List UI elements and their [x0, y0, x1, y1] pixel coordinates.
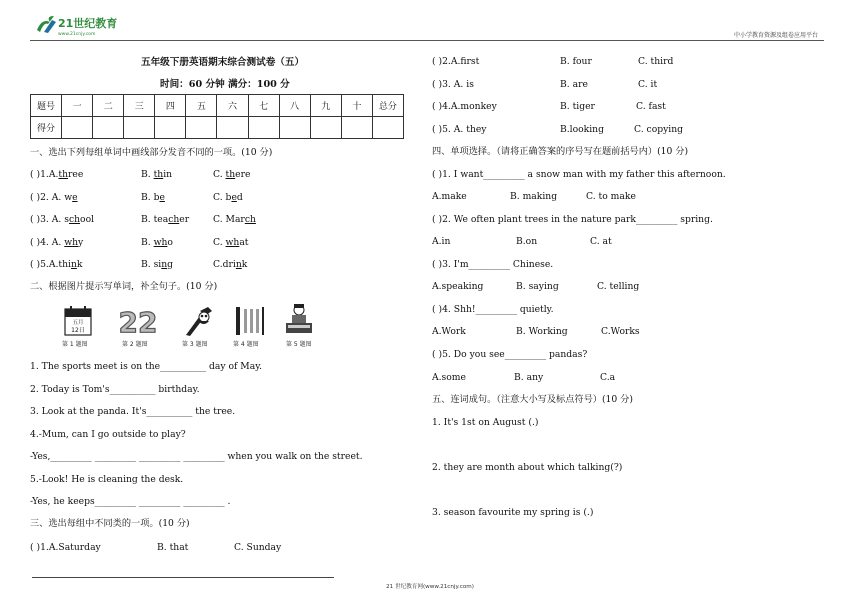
logo-url: www.21cnjy.com [58, 32, 96, 37]
section2-line: 2. Today is Tom's__________ birthday. [30, 384, 200, 395]
section3-item-b: B. are [560, 79, 588, 90]
score-table-cell: 七 [248, 95, 279, 117]
section1-option-a: ( )3. A. school [30, 214, 95, 225]
score-table-cell: 二 [93, 95, 124, 117]
score-input-cell[interactable] [372, 117, 403, 139]
panda-tree-picture [182, 305, 216, 337]
section3-item-c: C. third [638, 56, 674, 67]
section3-item-b: B. that [157, 542, 189, 553]
section3-item-c: C. Sunday [234, 542, 282, 553]
section5-item: 2. they are month about which talking(?) [432, 462, 623, 473]
section2-line: -Yes, he keeps_________ _________ _________ . [30, 496, 231, 507]
section3-heading: 三、选出每组中不同类的一项。(10 分) [30, 518, 190, 529]
bottom-divider [32, 577, 334, 578]
section1-option-a: ( )1.A.three [30, 169, 84, 180]
score-table-cell: 题号 [31, 95, 62, 117]
section1-option-b: B. sing [141, 259, 174, 270]
section1-option-c: C. there [213, 169, 251, 180]
calendar-day: 12日 [71, 327, 85, 334]
section4-option-b: B. saying [516, 281, 559, 292]
section1-option-c: C. bed [213, 192, 243, 203]
score-table-cell: 十 [341, 95, 372, 117]
section5-heading: 五、连词成句。（注意大小写及标点符号）(10 分) [432, 394, 633, 405]
score-input-cell[interactable] [93, 117, 124, 139]
score-table-cell: 一 [62, 95, 93, 117]
section3-item-c: C. copying [634, 124, 684, 135]
section4-question: ( )2. We often plant trees in the nature park_________ spring. [432, 214, 713, 225]
score-row-label: 得分 [31, 117, 62, 139]
section3-item-b: B. tiger [560, 101, 595, 112]
section1-option-a: ( )5.A.think [30, 259, 83, 270]
score-table-cell: 八 [279, 95, 310, 117]
score-input-cell[interactable] [279, 117, 310, 139]
section1-option-b: B. teacher [141, 214, 190, 225]
section4-option-b: B. any [514, 372, 544, 383]
section1-option-c: C. what [213, 237, 249, 248]
score-table-cell: 三 [124, 95, 155, 117]
score-table-score-row [31, 117, 404, 139]
section4-option-a: A.speaking [432, 281, 484, 292]
exam-time-info: 时间：60 分钟 满分：100 分 [160, 79, 290, 90]
score-input-cell[interactable] [186, 117, 217, 139]
section3-item-c: C. it [638, 79, 658, 90]
section3-item-c: C. fast [636, 101, 666, 112]
section3-item-b: B.looking [560, 124, 604, 135]
picture-caption: 第 1 题图 [62, 341, 88, 348]
score-table-header-row [31, 95, 404, 117]
big-number: 22 [118, 306, 158, 337]
calendar-month: 五月 [72, 320, 84, 326]
exam-title: 五年级下册英语期末综合测试卷（五） [141, 57, 305, 68]
section4-option-a: A.make [432, 191, 467, 202]
section2-line: 3. Look at the panda. It's__________ the tree. [30, 406, 236, 417]
score-input-cell[interactable] [124, 117, 155, 139]
section4-option-c: C. to make [586, 191, 636, 202]
score-table-cell: 九 [310, 95, 341, 117]
section4-option-b: B. making [510, 191, 558, 202]
score-table [30, 94, 404, 139]
section4-option-c: C. telling [597, 281, 640, 292]
score-input-cell[interactable] [341, 117, 372, 139]
section4-option-c: C.a [600, 372, 616, 383]
section4-heading: 四、单项选择。（请将正确答案的序号写在题前括号内）(10 分) [432, 146, 689, 157]
score-table-cell: 总分 [372, 95, 403, 117]
section1-heading: 一、选出下列每组单词中画线部分发音不同的一项。(10 分) [30, 147, 273, 158]
section2-line: 5.-Look! He is cleaning the desk. [30, 474, 184, 485]
logo [34, 12, 134, 38]
section4-option-a: A.in [432, 236, 451, 247]
section3-item-q: ( )5. A. they [432, 124, 487, 135]
logo-text: 21世纪教育 [58, 17, 118, 30]
section4-question: ( )5. Do you see_________ pandas? [432, 349, 588, 360]
section3-item-q: ( )1.A.Saturday [30, 542, 101, 553]
number-picture [118, 305, 158, 337]
picture-caption: 第 4 题图 [233, 341, 259, 348]
section1-option-c: C.drink [213, 259, 248, 270]
section2-line: -Yes,_________ _________ _________ _________ when you walk on the street. [30, 451, 363, 462]
header-divider [30, 40, 824, 41]
section3-item-q: ( )2.A.first [432, 56, 480, 67]
section1-option-b: B. thin [141, 169, 173, 180]
calendar-picture [62, 305, 96, 337]
section2-line: 1. The sports meet is on the__________ day of May. [30, 361, 263, 372]
section4-question: ( )1. I want_________ a snow man with my father this afternoon. [432, 169, 726, 180]
section1-option-a: ( )4. A. why [30, 237, 84, 248]
crosswalk-picture [232, 305, 266, 337]
section1-option-b: B. be [141, 192, 165, 203]
section2-line: 4.-Mum, can I go outside to play? [30, 429, 186, 440]
score-input-cell[interactable] [155, 117, 186, 139]
section4-option-c: C.Works [601, 326, 640, 337]
footer-text: 21 世纪教育网(www.21cnjy.com) [386, 584, 474, 590]
score-table-cell: 四 [155, 95, 186, 117]
section3-item-q: ( )4.A.monkey [432, 101, 497, 112]
section4-option-b: B.on [516, 236, 538, 247]
section2-heading: 二、根据图片提示写单词，补全句子。(10 分) [30, 281, 218, 292]
section1-option-c: C. March [213, 214, 256, 225]
section4-option-a: A.some [432, 372, 466, 383]
section5-item: 1. It's 1st on August (.) [432, 417, 539, 428]
section3-item-b: B. four [560, 56, 592, 67]
section4-option-b: B. Working [516, 326, 568, 337]
section4-question: ( )4. Shh!_________ quietly. [432, 304, 554, 315]
score-table-cell: 六 [217, 95, 248, 117]
score-input-cell[interactable] [310, 117, 341, 139]
platform-name: 中小学教育资源及组卷应用平台 [733, 32, 818, 39]
picture-caption: 第 5 题图 [286, 341, 312, 348]
score-input-cell[interactable] [248, 117, 279, 139]
section4-question: ( )3. I'm_________ Chinese. [432, 259, 554, 270]
section5-item: 3. season favourite my spring is (.) [432, 507, 594, 518]
section4-option-a: A.Work [432, 326, 466, 337]
section3-item-q: ( )3. A. is [432, 79, 474, 90]
picture-caption: 第 2 题图 [122, 341, 148, 348]
score-table-cell: 五 [186, 95, 217, 117]
student-desk-picture [282, 303, 316, 335]
section4-option-c: C. at [590, 236, 612, 247]
score-input-cell[interactable] [62, 117, 93, 139]
picture-caption: 第 3 题图 [182, 341, 208, 348]
section1-option-a: ( )2. A. we [30, 192, 78, 203]
section1-option-b: B. who [141, 237, 173, 248]
score-input-cell[interactable] [217, 117, 248, 139]
logo-icon [34, 12, 134, 38]
